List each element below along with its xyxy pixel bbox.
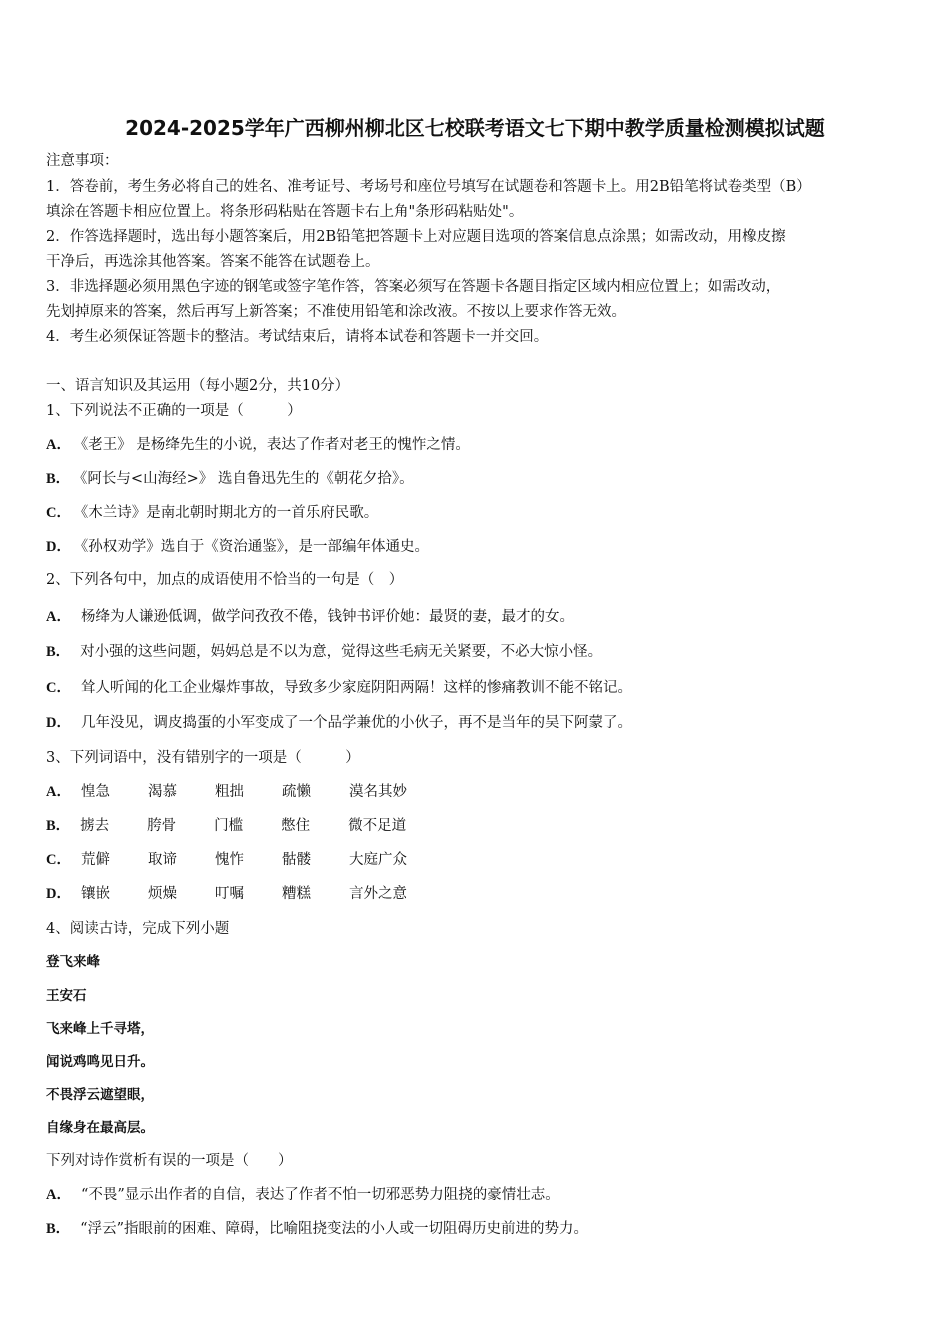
option-label: B． (46, 1221, 71, 1237)
poem-line: 自缘身在最高层。 (46, 1120, 154, 1136)
question-1-option-b (46, 469, 414, 489)
option-word: 荒僻 (80, 852, 110, 868)
question-2-option-d (46, 713, 632, 733)
notice-line: 干净后，再选涂其他答案。答案不能答在试题卷上。 (46, 254, 380, 270)
notice-line: 4．考生必须保证答题卡的整洁。考试结束后，请将本试卷和答题卡一并交回。 (46, 329, 549, 345)
question-3-option-c (46, 850, 407, 870)
notice-line: 先划掉原来的答案，然后再写上新答案；不准使用铅笔和涂改液。不按以上要求作答无效。 (46, 304, 626, 320)
option-label: D． (46, 539, 71, 555)
question-2-option-b (46, 642, 602, 662)
poem-author: 王安石 (46, 988, 87, 1004)
option-word: 骷髅 (281, 852, 311, 868)
option-label: C． (46, 680, 71, 696)
option-text: 对小强的这些问题，妈妈总是不以为意，觉得这些毛病无关紧要，不必大惊小怪。 (80, 644, 603, 660)
question-2-option-a (46, 607, 574, 627)
question-3-option-b (46, 816, 406, 836)
question-3-stem: 3、下列词语中，没有错别字的一项是（ ） (46, 750, 360, 766)
option-word: 取谛 (147, 852, 177, 868)
option-text: 耸人听闻的化工企业爆炸事故，导致多少家庭阴阳两隔！这样的惨痛教训不能不铭记。 (80, 680, 632, 696)
question-3-option-a (46, 782, 407, 802)
option-text: “不畏”显示出作者的自信，表达了作者不怕一切邪恶势力阻挠的豪情壮志。 (80, 1187, 560, 1203)
option-word: 烦燥 (147, 886, 177, 902)
option-word: 镶嵌 (80, 886, 110, 902)
option-label: C． (46, 852, 71, 868)
option-label: B． (46, 818, 71, 834)
question-4-option-b (46, 1219, 588, 1239)
option-word: 愧怍 (214, 852, 244, 868)
option-label: A． (46, 1187, 71, 1203)
option-label: A． (46, 784, 71, 800)
option-label: D． (46, 886, 71, 902)
option-label: D． (46, 715, 71, 731)
option-word: 憋住 (281, 818, 311, 834)
section-heading: 一、语言知识及其运用（每小题2分，共10分） (46, 378, 350, 394)
question-1-option-c (46, 503, 378, 523)
option-label: B． (46, 471, 71, 487)
option-label: B． (46, 644, 71, 660)
option-word: 大庭广众 (348, 852, 407, 868)
option-word: 糟糕 (281, 886, 311, 902)
option-word: 惶急 (80, 784, 110, 800)
option-text: 几年没见，调皮捣蛋的小军变成了一个品学兼优的小伙子，再不是当年的吴下阿蒙了。 (80, 715, 632, 731)
notice-line: 填涂在答题卡相应位置上。将条形码粘贴在答题卡右上角"条形码粘贴处"。 (46, 204, 524, 220)
option-label: A． (46, 437, 71, 453)
question-1-option-d (46, 537, 429, 557)
poem-line: 不畏浮云遮望眼， (46, 1087, 154, 1103)
question-2-stem: 2、下列各句中，加点的成语使用不恰当的一句是（ ） (46, 572, 404, 588)
option-word: 微不足道 (348, 818, 407, 834)
option-word: 胯骨 (147, 818, 177, 834)
question-4-option-a (46, 1185, 560, 1205)
page-title: 2024-2025学年广西柳州柳北区七校联考语文七下期中教学质量检测模拟试题 (125, 116, 825, 140)
poem-line: 飞来峰上千寻塔， (46, 1021, 154, 1037)
option-word: 掳去 (80, 818, 110, 834)
option-text: 《阿长与<山海经>》 选自鲁迅先生的《朝花夕拾》。 (80, 471, 414, 487)
option-word: 叮嘱 (214, 886, 244, 902)
notice-heading: 注意事项： (46, 153, 119, 169)
option-word: 粗拙 (214, 784, 244, 800)
notice-line: 2．作答选择题时，选出每小题答案后，用2B铅笔把答题卡上对应题目选项的答案信息点涂黑；如需改动，用橡皮擦 (46, 229, 786, 245)
option-text: “浮云”指眼前的困难、障碍，比喻阻挠变法的小人或一切阻碍历史前进的势力。 (80, 1221, 588, 1237)
question-4-stem: 4、阅读古诗，完成下列小题 (46, 921, 230, 937)
option-word: 渴慕 (147, 784, 177, 800)
option-text: 《老王》 是杨绛先生的小说，表达了作者对老王的愧怍之情。 (80, 437, 470, 453)
question-1-option-a (46, 435, 470, 455)
option-word: 漠名其妙 (348, 784, 407, 800)
notice-line: 3．非选择题必须用黑色字迹的钢笔或签字笔作答，答案必须写在答题卡各题目指定区域内相应位置上；如需改动， (46, 279, 781, 295)
option-label: A． (46, 609, 71, 625)
question-2-option-c (46, 678, 632, 698)
question-4-sub-stem: 下列对诗作赏析有误的一项是（ ） (46, 1153, 293, 1169)
option-word: 门槛 (214, 818, 244, 834)
option-text: 《孙权劝学》选自于《资治通鉴》，是一部编年体通史。 (80, 539, 429, 555)
poem-title: 登飞来峰 (46, 954, 100, 970)
option-word: 言外之意 (348, 886, 407, 902)
option-label: C． (46, 505, 71, 521)
question-3-option-d (46, 884, 407, 904)
option-text: 杨绛为人谦逊低调，做学问孜孜不倦，钱钟书评价她：最贤的妻，最才的女。 (80, 609, 574, 625)
poem-line: 闻说鸡鸣见日升。 (46, 1054, 154, 1070)
option-word: 疏懒 (281, 784, 311, 800)
option-text: 《木兰诗》是南北朝时期北方的一首乐府民歌。 (80, 505, 379, 521)
notice-line: 1．答卷前，考生务必将自己的姓名、准考证号、考场号和座位号填写在试题卷和答题卡上。用2B铅笔将试卷类型（B） (46, 179, 811, 195)
question-1-stem: 1、下列说法不正确的一项是（ ） (46, 403, 302, 419)
